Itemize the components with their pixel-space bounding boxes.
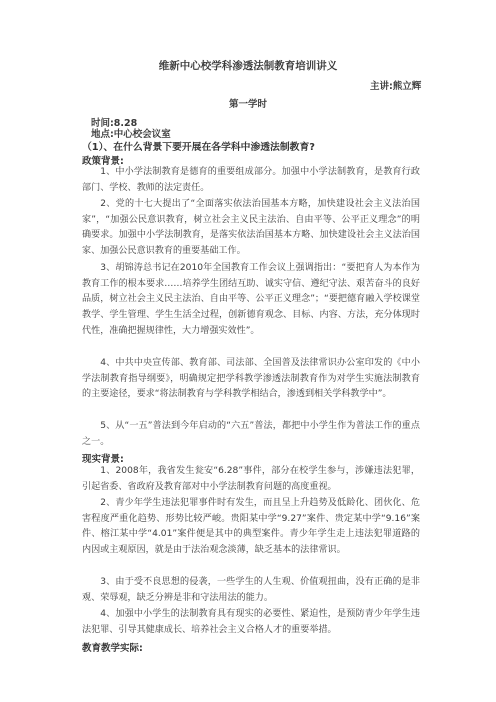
- reality-paragraph: 3、由于受不良思想的侵袭，一些学生的人生观、价值观扭曲，没有正确的是非观、荣辱观，缺乏分辨是非和守法用法的能力。: [82, 577, 420, 603]
- time-line: 时间:8.28: [91, 118, 138, 129]
- policy-paragraph: 3、胡锦涛总书记在2010年全国教育工作会议上强调指出：“要把育人为本作为教育工作的根本要求……培养学生团结互助、诚实守信、遵纪守法、艰苦奋斗的良好品质，树立社会主义民主法治、自由平等、公平正义理念”；“要把德育融入学校课堂教学、学生管理、学生生活全过程，创新德育观念、目标、内容、方法，充分体现时代性，准确把握规律性，大力增强实效性”。: [82, 263, 420, 336]
- reality-paragraph: 4、加强中小学生的法制教育具有现实的必要性、紧迫性，是预防青少年学生违法犯罪、引导其健康成长、培养社会主义合格人才的重要举措。: [82, 609, 420, 635]
- document-title: 维新中心校学科渗透法制教育培训讲义: [158, 60, 338, 72]
- policy-paragraph: 5、从“一五”普法到今年启动的“六五”普法，都把中小学生作为普法工作的重点之一。: [82, 421, 420, 447]
- teaching-heading: 教育教学实际:: [82, 643, 143, 654]
- policy-paragraph: 1、中小学法制教育是德育的重要组成部分。加强中小学法制教育，是教育行政部门、学校、教师的法定责任。: [82, 167, 420, 193]
- location-line: 地点:中心校会议室: [91, 129, 171, 140]
- reality-heading: 现实背景:: [82, 454, 124, 465]
- policy-heading: 政策背景:: [82, 156, 124, 167]
- policy-paragraph: 2、党的十七大提出了“全面落实依法治国基本方略，加快建设社会主义法治国家”，“加强公民意识教育，树立社会主义民主法治、自由平等、公平正义理念”的明确要求。加强中小学法制教育，是落实依法治国基本方略、加快建设社会主义法治国家、加强公民意识教育的重要基础工作。: [82, 199, 420, 257]
- period-label: 第一学时: [228, 99, 267, 110]
- author-line: 主讲:熊立辉: [370, 81, 422, 92]
- reality-paragraph: 1、2008年，我省发生瓮安“6.28”事件，部分在校学生参与，涉嫌违法犯罪，引起省委、省政府及教育部对中小学法制教育问题的高度重视。: [82, 466, 420, 492]
- policy-paragraph: 4、中共中央宣传部、教育部、司法部、全国普及法律常识办公室印发的《中小学法制教育指导纲要》，明确规定把学科教学渗透法制教育作为对学生实施法制教育的主要途径，要求“将法制教育与学科教学相结合，渗透到相关学科教学中”。: [82, 358, 420, 400]
- question-heading: （1）、在什么背景下要开展在各学科中渗透法制教育?: [82, 142, 315, 153]
- reality-paragraph: 2、青少年学生违法犯罪事件时有发生，而且呈上升趋势及低龄化、团伙化、危害程度严重化趋势、形势比较严峻。贵阳某中学“9.27”案件、贵定某中学“9.16”案件、榕江某中学“4.01”案件便是其中的典型案件。青少年学生走上违法犯罪道路的内因或主观原因，就是由于法治观念淡薄，缺乏基本的法律常识。: [82, 498, 420, 556]
